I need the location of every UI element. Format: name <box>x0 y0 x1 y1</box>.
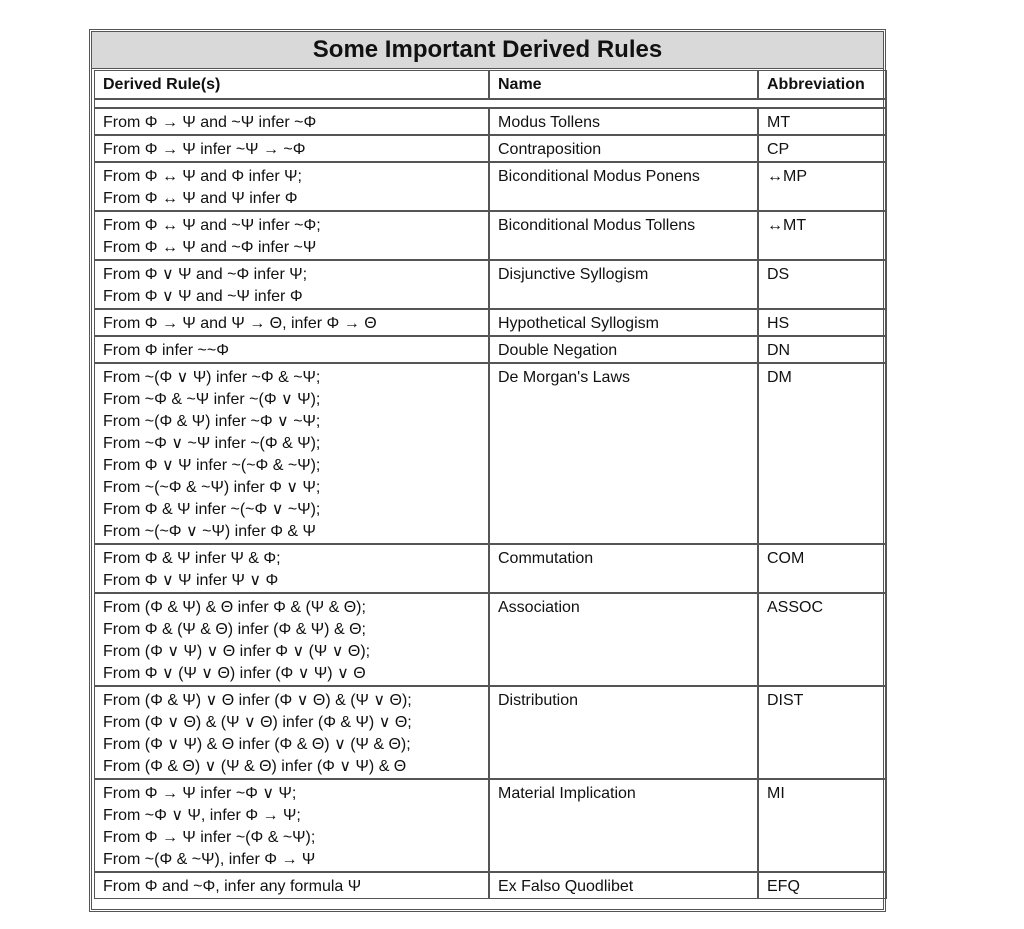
derived-rule-line: From ~(Φ & ~Ψ), infer Φ → Ψ <box>103 851 316 868</box>
derived-rule-line: From Φ ↔ Ψ and ~Φ infer ~Ψ <box>103 239 317 256</box>
rule-name-cell: Biconditional Modus Ponens <box>489 162 758 211</box>
derived-rule-cell <box>94 544 489 593</box>
table-row <box>94 363 887 544</box>
rule-name-cell: Disjunctive Syllogism <box>489 260 758 309</box>
rule-name-cell: Biconditional Modus Tollens <box>489 211 758 260</box>
rule-abbreviation-cell: COM <box>758 544 887 593</box>
rule-name-cell: Association <box>489 593 758 686</box>
table-row <box>94 779 887 872</box>
rule-abbreviation-cell: DN <box>758 336 887 363</box>
header-name: Name <box>489 70 758 99</box>
derived-rule-line: From Φ ↔ Ψ and ~Ψ infer ~Φ; <box>103 217 321 234</box>
derived-rule-line: From Φ ∨ Ψ infer Ψ ∨ Φ <box>103 572 279 589</box>
derived-rule-cell <box>94 260 489 309</box>
header-row <box>94 70 887 99</box>
derived-rule-cell <box>94 336 489 363</box>
derived-rule-cell <box>94 135 489 162</box>
derived-rule-line: From Φ ∨ Ψ infer ~(~Φ & ~Ψ); <box>103 457 321 474</box>
derived-rule-line: From Φ ∨ (Ψ ∨ Θ) infer (Φ ∨ Ψ) ∨ Θ <box>103 665 366 682</box>
table-row <box>94 336 887 363</box>
rule-name-cell: De Morgan's Laws <box>489 363 758 544</box>
derived-rule-line: From (Φ & Ψ) ∨ Θ infer (Φ ∨ Θ) & (Ψ ∨ Θ); <box>103 692 412 709</box>
table-row <box>94 593 887 686</box>
derived-rule-line: From ~Φ ∨ ~Ψ infer ~(Φ & Ψ); <box>103 435 321 452</box>
rule-abbreviation-cell: EFQ <box>758 872 887 899</box>
derived-rule-cell <box>94 211 489 260</box>
derived-rule-line: From Φ → Ψ infer ~Φ ∨ Ψ; <box>103 785 297 802</box>
rule-abbreviation-cell: MT <box>758 108 887 135</box>
derived-rule-cell <box>94 309 489 336</box>
rule-name-cell: Modus Tollens <box>489 108 758 135</box>
derived-rule-line: From (Φ ∨ Θ) & (Ψ ∨ Θ) infer (Φ & Ψ) ∨ Θ; <box>103 714 412 731</box>
rule-abbreviation-cell: ↔MT <box>758 211 887 260</box>
derived-rule-line: From Φ infer ~~Φ <box>103 342 230 359</box>
derived-rule-line: From Φ ∨ Ψ and ~Φ infer Ψ; <box>103 266 308 283</box>
header-abbreviation: Abbreviation <box>758 70 887 99</box>
table-title: Some Important Derived Rules <box>92 32 883 69</box>
derived-rule-line: From Φ ∨ Ψ and ~Ψ infer Φ <box>103 288 303 305</box>
derived-rule-line: From (Φ ∨ Ψ) & Θ infer (Φ & Θ) ∨ (Ψ & Θ); <box>103 736 411 753</box>
derived-rule-line: From (Φ & Θ) ∨ (Ψ & Θ) infer (Φ ∨ Ψ) & Θ <box>103 758 407 775</box>
header-derived-rules: Derived Rule(s) <box>94 70 489 99</box>
derived-rule-line: From Φ → Ψ infer ~(Φ & ~Ψ); <box>103 829 316 846</box>
derived-rule-line: From ~(~Φ & ~Ψ) infer Φ ∨ Ψ; <box>103 479 321 496</box>
derived-rule-cell <box>94 363 489 544</box>
derived-rule-line: From ~(Φ ∨ Ψ) infer ~Φ & ~Ψ; <box>103 369 321 386</box>
derived-rule-cell <box>94 593 489 686</box>
derived-rule-line: From Φ & (Ψ & Θ) infer (Φ & Ψ) & Θ; <box>103 621 366 638</box>
rule-abbreviation-cell: CP <box>758 135 887 162</box>
derived-rule-line: From Φ → Ψ and ~Ψ infer ~Φ <box>103 114 317 131</box>
derived-rule-line: From ~Φ & ~Ψ infer ~(Φ ∨ Ψ); <box>103 391 321 408</box>
rule-abbreviation-cell: MI <box>758 779 887 872</box>
derived-rule-cell <box>94 162 489 211</box>
table-row <box>94 309 887 336</box>
table-row <box>94 686 887 779</box>
rule-name-cell: Double Negation <box>489 336 758 363</box>
table-row <box>94 260 887 309</box>
table-row <box>94 108 887 135</box>
derived-rule-line: From Φ → Ψ and Ψ → Θ, infer Φ → Θ <box>103 315 377 332</box>
header-spacer <box>94 99 887 108</box>
derived-rules-table <box>94 70 887 899</box>
table-row <box>94 135 887 162</box>
derived-rule-line: From Φ ↔ Ψ and Ψ infer Φ <box>103 190 298 207</box>
derived-rule-line: From Φ and ~Φ, infer any formula Ψ <box>103 878 362 895</box>
rule-abbreviation-cell: HS <box>758 309 887 336</box>
rules-body <box>94 108 887 899</box>
rule-abbreviation-cell: ↔MP <box>758 162 887 211</box>
table-row <box>94 872 887 899</box>
rule-abbreviation-cell: DS <box>758 260 887 309</box>
table-row <box>94 544 887 593</box>
rule-name-cell: Contraposition <box>489 135 758 162</box>
rule-abbreviation-cell: DM <box>758 363 887 544</box>
derived-rule-line: From Φ & Ψ infer Ψ & Φ; <box>103 550 281 567</box>
derived-rule-line: From ~(~Φ ∨ ~Ψ) infer Φ & Ψ <box>103 523 316 540</box>
derived-rule-line: From Φ & Ψ infer ~(~Φ ∨ ~Ψ); <box>103 501 321 518</box>
rule-name-cell: Commutation <box>489 544 758 593</box>
derived-rule-cell <box>94 872 489 899</box>
rule-name-cell: Material Implication <box>489 779 758 872</box>
rule-abbreviation-cell: ASSOC <box>758 593 887 686</box>
rule-abbreviation-cell: DIST <box>758 686 887 779</box>
derived-rule-line: From ~Φ ∨ Ψ, infer Φ → Ψ; <box>103 807 301 824</box>
derived-rule-cell <box>94 108 489 135</box>
derived-rule-line: From ~(Φ & Ψ) infer ~Φ ∨ ~Ψ; <box>103 413 321 430</box>
derived-rule-line: From Φ ↔ Ψ and Φ infer Ψ; <box>103 168 302 185</box>
rule-name-cell: Ex Falso Quodlibet <box>489 872 758 899</box>
rule-name-cell: Distribution <box>489 686 758 779</box>
table-row <box>94 162 887 211</box>
derived-rule-line: From (Φ ∨ Ψ) ∨ Θ infer Φ ∨ (Ψ ∨ Θ); <box>103 643 371 660</box>
rule-name-cell: Hypothetical Syllogism <box>489 309 758 336</box>
derived-rule-cell <box>94 779 489 872</box>
table-row <box>94 211 887 260</box>
derived-rule-line: From (Φ & Ψ) & Θ infer Φ & (Ψ & Θ); <box>103 599 366 616</box>
derived-rule-line: From Φ → Ψ infer ~Ψ → ~Φ <box>103 141 306 158</box>
derived-rule-cell <box>94 686 489 779</box>
derived-rules-table-frame <box>89 29 886 912</box>
